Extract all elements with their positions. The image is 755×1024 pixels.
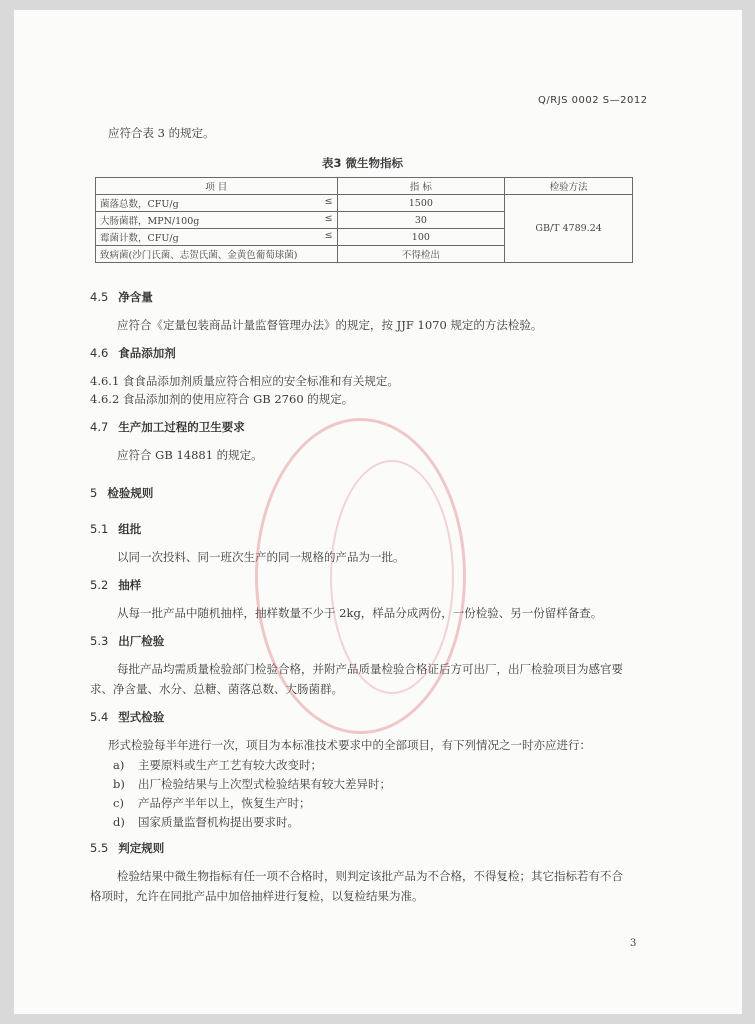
- list-text: 主要原料或生产工艺有较大改变时；: [138, 758, 322, 772]
- section-heading-4-6: [90, 345, 176, 361]
- table-row: [96, 195, 633, 212]
- section-number: 4.7: [90, 420, 109, 434]
- list-label: b): [113, 777, 125, 791]
- section-heading-5-3: [90, 633, 164, 649]
- section-title: 食品添加剂: [118, 346, 176, 360]
- list-item: [113, 795, 311, 811]
- clause-4-6-2: 4.6.2 食品添加剂的使用应符合 GB 2760 的规定。: [90, 392, 354, 406]
- section-title: 出厂检验: [118, 634, 165, 648]
- paragraph-5-3-line2: 求、净含量、水分、总糖、菌落总数、大肠菌群。: [90, 682, 343, 696]
- list-label: c): [113, 796, 124, 810]
- table-cell-value: 1500: [337, 195, 505, 212]
- section-title: 检验规则: [107, 486, 154, 500]
- section-title: 净含量: [118, 290, 153, 304]
- section-number: 5.2: [90, 578, 109, 592]
- paragraph-5-5-line2: 格项时，允许在同批产品中加倍抽样进行复检，以复检结果为准。: [90, 889, 424, 903]
- clause-4-6-1: 4.6.1 食食品添加剂质量应符合相应的安全标准和有关规定。: [90, 374, 399, 388]
- section-title: 判定规则: [118, 841, 165, 855]
- list-text: 出厂检验结果与上次型式检验结果有较大差异时；: [138, 777, 391, 791]
- section-heading-4-5: [90, 289, 153, 305]
- table-cell-item: [96, 246, 338, 263]
- lte-symbol: ≤: [324, 230, 333, 241]
- lte-symbol: ≤: [324, 196, 333, 207]
- section-title: 组批: [118, 522, 142, 536]
- list-label: d): [113, 815, 125, 829]
- list-item: [113, 776, 391, 792]
- section-title: 抽样: [118, 578, 142, 592]
- item-name: 大肠菌群，MPN/100g: [100, 216, 200, 227]
- paragraph-4-5: 应符合《定量包装商品计量监督管理办法》的规定，按 JJF 1070 规定的方法检验。: [117, 318, 543, 332]
- table-caption: 表3 微生物指标: [322, 156, 404, 170]
- section-number: 5.1: [90, 522, 109, 536]
- table-header-cell: 指 标: [337, 178, 505, 195]
- paragraph-4-7: 应符合 GB 14881 的规定。: [117, 448, 263, 462]
- table-header-cell: 检验方法: [505, 178, 633, 195]
- table-cell-value: 不得检出: [337, 246, 505, 263]
- table-cell-method: GB/T 4789.24: [505, 195, 633, 263]
- table-header-cell: 项 目: [96, 178, 338, 195]
- item-name: 菌落总数，CFU/g: [100, 199, 179, 210]
- table-cell-item: [96, 195, 338, 212]
- paragraph-5-4: 形式检验每半年进行一次，项目为本标准技术要求中的全部项目，有下列情况之一时亦应进行：: [108, 738, 591, 752]
- page-number: 3: [630, 938, 637, 949]
- section-number: 5.3: [90, 634, 109, 648]
- paragraph-5-1: 以同一次投料、同一班次生产的同一规格的产品为一批。: [117, 550, 405, 564]
- section-heading-5-1: [90, 521, 141, 537]
- list-item: [113, 757, 322, 773]
- intro-text: 应符合表 3 的规定。: [108, 126, 215, 140]
- table-cell-value: 100: [337, 229, 505, 246]
- list-item: [113, 814, 299, 830]
- list-text: 产品停产半年以上，恢复生产时；: [138, 796, 311, 810]
- table-header-row: [96, 178, 633, 195]
- table-cell-item: [96, 229, 338, 246]
- item-name: 霉菌计数，CFU/g: [100, 233, 179, 244]
- section-heading-4-7: [90, 419, 245, 435]
- section-title: 型式检验: [118, 710, 165, 724]
- section-number: 4.6: [90, 346, 109, 360]
- section-heading-5-5: [90, 840, 164, 856]
- section-number: 4.5: [90, 290, 109, 304]
- list-label: a): [113, 758, 125, 772]
- paragraph-5-2: 从每一批产品中随机抽样，抽样数量不少于 2kg，样品分成两份，一份检验、另一份留样备查。: [117, 606, 603, 620]
- section-heading-5-4: [90, 709, 164, 725]
- section-number: 5: [90, 486, 98, 500]
- microbiology-table: [95, 177, 633, 263]
- section-number: 5.5: [90, 841, 109, 855]
- paragraph-5-3-line1: 每批产品均需质量检验部门检验合格，并附产品质量检验合格证后方可出厂，出厂检验项目为感官要: [117, 662, 623, 676]
- table-cell-item: [96, 212, 338, 229]
- list-text: 国家质量监督机构提出要求时。: [138, 815, 299, 829]
- document-code: Q/RJS 0002 S—2012: [538, 95, 648, 106]
- section-title: 生产加工过程的卫生要求: [118, 420, 245, 434]
- item-name: 致病菌(沙门氏菌、志贺氏菌、金黄色葡萄球菌): [100, 250, 298, 261]
- section-heading-5-2: [90, 577, 141, 593]
- section-heading-5: [90, 485, 153, 501]
- paragraph-5-5-line1: 检验结果中微生物指标有任一项不合格时，则判定该批产品为不合格，不得复检；其它指标若有不合: [117, 869, 623, 883]
- section-number: 5.4: [90, 710, 109, 724]
- lte-symbol: ≤: [324, 213, 333, 224]
- table-cell-value: 30: [337, 212, 505, 229]
